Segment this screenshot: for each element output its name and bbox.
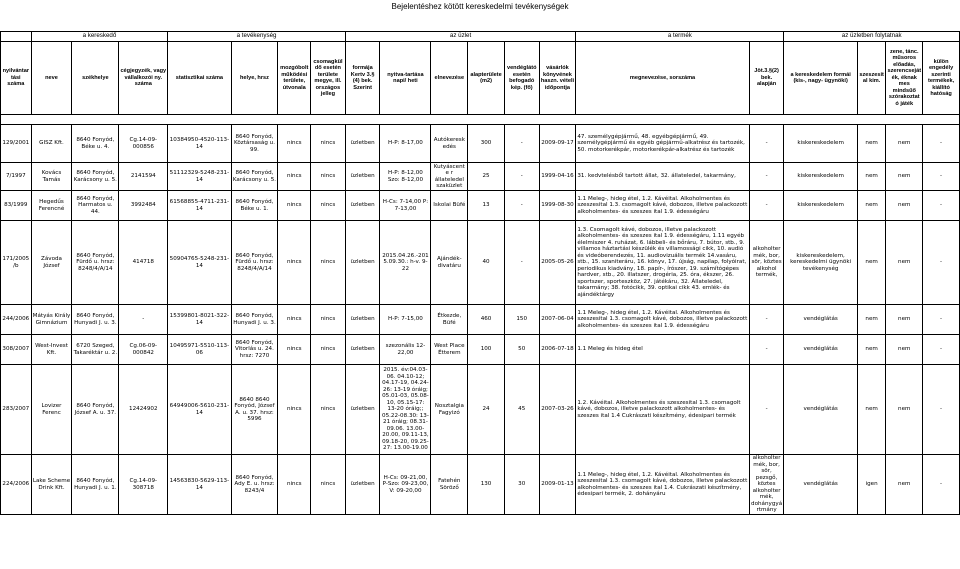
table-row [1, 455, 960, 515]
table-cell: nem [857, 305, 886, 335]
table-cell: nincs [311, 305, 346, 335]
table-row [1, 365, 960, 455]
table-cell: 13 [468, 191, 505, 221]
table-cell: nincs [311, 365, 346, 455]
table-cell: 1999-08-30 [539, 191, 576, 221]
table-cell: 2141594 [119, 163, 168, 191]
table-cell: - [749, 191, 784, 221]
table-cell: 10384950-4520-113-14 [168, 125, 231, 163]
table-cell: 30 [504, 455, 539, 515]
table-cell: 2009-01-13 [539, 455, 576, 515]
table-cell: 8640 Fonyód, Hunyadi J. u. 1. [72, 455, 119, 515]
table-row [1, 221, 960, 305]
table-cell: Kovács Tamás [31, 163, 72, 191]
table-cell: 8640 Fonyód, Béke u. 4. [72, 125, 119, 163]
table-cell: 51112329-5248-231-14 [168, 163, 231, 191]
table-cell: 47. személygépjármű, 48. egyébgépjármű, 49. személygépjármű és egyéb gépjármű-alkatrész és tartozék, 50. motorkerékpár, motorkerékpár-alkatrész és tartozék [576, 125, 749, 163]
table-cell: 8640 Fonyód, Fürdő u. hrsz: 8248/4/A/14 [231, 221, 278, 305]
table-cell: üzletben [345, 125, 380, 163]
table-cell: üzletben [345, 335, 380, 365]
column-header: csomagküldő esetén területe megye, ill. országos jelleg [311, 42, 346, 115]
group-kereskedo: a kereskedő [31, 32, 168, 42]
table-cell: nem [857, 335, 886, 365]
table-cell: Kutyáscente r állateledel szaküzlet [431, 163, 468, 191]
table-cell: 129/2001 [1, 125, 32, 163]
table-cell: kiskereskedelem, kereskedelmi ügynöki tevékenység [784, 221, 857, 305]
spacer-cell [1, 115, 960, 125]
table-cell: - [923, 191, 960, 221]
table-cell: nincs [278, 365, 311, 455]
page-title: Bejelentéshez kötött kereskedelmi tevékenységek [391, 2, 569, 11]
table-cell: - [923, 455, 960, 515]
group-header-row [1, 32, 960, 42]
table-cell: 2015. év:04.03-06. 04.10-12; 04.17-19, 04.24-26: 13-19 óráig; 05.01-03, 05.08-10, 05.15-17: 13-20 óráig;; 05.22-08.30: 13-21 óráig; 08.31-09.06. 13.00-20.00, 09.11-13, 09.18-20, 09.25-27: 13.00-19.00 [380, 365, 431, 455]
table-cell: 15399801-8021-322-14 [168, 305, 231, 335]
table-cell: - [749, 163, 784, 191]
table-cell: 24 [468, 365, 505, 455]
table-cell: - [923, 221, 960, 305]
table-cell: 25 [468, 163, 505, 191]
table-cell: nem [886, 163, 923, 191]
table-cell: nem [886, 455, 923, 515]
table-cell: Autókereskedés [431, 125, 468, 163]
table-cell: - [923, 365, 960, 455]
table-cell: üzletben [345, 163, 380, 191]
table-cell: nem [886, 191, 923, 221]
column-header: szeszesital kim. [857, 42, 886, 115]
table-cell: 130 [468, 455, 505, 515]
column-header: nyitva-tartása napi/ heti [380, 42, 431, 115]
table-cell: nem [886, 365, 923, 455]
table-cell: 1999-04-16 [539, 163, 576, 191]
table-cell: 1.1 Meleg-, hideg étel, 1.2. Kávéital. Alkoholmentes és szeszesital 1.3. csomagolt kávé, dobozos, illetve palackozott alkoholmentes- és szeszes ital 1.4. Cukrászati készítmény, édesipari termék, 2. dohányáru [576, 455, 749, 515]
table-cell: kiskereskedelem [784, 163, 857, 191]
table-cell: 1.1 Meleg-, hideg étel, 1.2. Kávéital. Alkoholmentes és szeszesital 1.3. csomagolt kávé, dobozos, illetve palackozott alkoholmentes- és szeszes ital 1.9. édességáru [576, 191, 749, 221]
table-cell: nem [857, 125, 886, 163]
table-cell: Cg.06-09-000842 [119, 335, 168, 365]
table-row [1, 191, 960, 221]
column-header: neve [31, 42, 72, 115]
table-cell: 12424902 [119, 365, 168, 455]
table-cell: 14563830-5629-113-14 [168, 455, 231, 515]
table-cell: Étkezde, Büfé [431, 305, 468, 335]
table-cell: üzletben [345, 455, 380, 515]
table-cell: H-Cs: 09-21,00, P-Szo: 09-23,00, V: 09-20,00 [380, 455, 431, 515]
column-header: székhelye [72, 42, 119, 115]
table-cell: 1.3. Csomagolt kávé, dobozos, illetve palackozott alkoholmentes- és szeszes ital 1.9. édességáru, 1.11 egyéb élelmiszer 4. ruházat, 6. lábbeli- és bőráru, 7. bútor, stb., 9. villamos háztartási készülék és villamossági cikk, 10. audió és videóberendezés, 11. audiovizuális termék 14.vasáru, stb., 15. szaniteráru, 16. könyv, 17. újság, napilap, folyóirat, periodikus kiadvány, 18. papír-, írószer, 19. számítógépes hardver, stb., 20. illatszer, drogéria, 25. óra, ékszer, 26. sportszer, sporteszköz, 27. játékáru, 32. Állateledel, takarmány; 38. fotócikk, 39. optikai cikk 43. emlék- és ajándéktárgy [576, 221, 749, 305]
table-cell: nincs [278, 305, 311, 335]
registry-table [0, 31, 960, 515]
column-header: vásárlók könyvének haszn. vételi időpontja [539, 42, 576, 115]
table-cell: 8640 Fonyód, Fürdő u. hrsz: 8248/4/A/14 [72, 221, 119, 305]
table-cell: nem [857, 191, 886, 221]
table-cell: - [504, 163, 539, 191]
table-cell: nem [886, 221, 923, 305]
table-cell: nem [857, 163, 886, 191]
column-header: cégjegyzék, vagy vállalkozói ny. száma [119, 42, 168, 115]
column-header: mozgóbolt működési területe, útvonala [278, 42, 311, 115]
table-cell: Fatehén Söröző [431, 455, 468, 515]
table-cell: 8640 Fonyód, Hunyadi J. u. 3. [72, 305, 119, 335]
table-cell: - [749, 305, 784, 335]
table-cell: - [923, 305, 960, 335]
group-uzletben: az üzletben folytatnak [784, 32, 960, 42]
table-cell: nincs [278, 191, 311, 221]
table-cell: kiskereskedelem [784, 125, 857, 163]
table-cell: nem [886, 335, 923, 365]
table-cell: 10495971-5510-113-06 [168, 335, 231, 365]
table-cell: 283/2007 [1, 365, 32, 455]
table-cell: Mátyás Király Gimnázium [31, 305, 72, 335]
table-cell: 8640 Fonyód, József A. u. 37. [72, 365, 119, 455]
table-cell: vendéglátás [784, 335, 857, 365]
table-cell: 2007-03-26 [539, 365, 576, 455]
table-cell: 8640 Fonyód, Köztársaság u. 99. [231, 125, 278, 163]
table-cell: 150 [504, 305, 539, 335]
table-cell: GISZ Kft. [31, 125, 72, 163]
column-header: helye, hrsz [231, 42, 278, 115]
table-cell: nincs [278, 163, 311, 191]
table-cell: nincs [311, 335, 346, 365]
table-cell: nincs [278, 221, 311, 305]
table-cell: nem [886, 305, 923, 335]
table-body [1, 115, 960, 515]
column-header: külön engedély szerinti termékek, kiállító hatóság [923, 42, 960, 115]
table-cell: üzletben [345, 191, 380, 221]
table-cell: 2005-05-26 [539, 221, 576, 305]
table-row [1, 125, 960, 163]
table-cell: - [749, 365, 784, 455]
table-cell: - [923, 335, 960, 365]
table-cell: 1.2. Kávéital. Alkoholmentes és szeszesital 1.3. csomagolt kávé, dobozos, illetve palackozott alkoholmentes- és szeszes ital 1.4 Cukrászati készítmény, édesipari termék [576, 365, 749, 455]
table-cell: nincs [278, 335, 311, 365]
table-cell: - [504, 125, 539, 163]
table-cell: 8640 Fonyód, Vitorlás u. 24. hrsz: 7270 [231, 335, 278, 365]
table-cell: 8640 Fonyód, Karácsony u. 5. [231, 163, 278, 191]
column-header: vendéglátó esetén befogadó kép. (fő) [504, 42, 539, 115]
table-cell: nincs [278, 125, 311, 163]
table-cell: - [749, 335, 784, 365]
table-cell: H-P: 8-17,00 [380, 125, 431, 163]
table-cell: 8640 Fonyód, Harmatos u. 44. [72, 191, 119, 221]
table-cell: vendéglátás [784, 455, 857, 515]
table-cell: 1.1 Meleg-, hideg étel, 1.2. Kávéital. Alkoholmentes és szeszesital 1.3. csomagolt kávé, dobozos, illetve palackozott alkoholmentes- és szeszes ital 1.9. édességáru [576, 305, 749, 335]
table-cell: nem [886, 125, 923, 163]
table-cell: 8640 Fonyód, Hunyadi J. u. 3. [231, 305, 278, 335]
table-cell: alkoholtermék, bor, sör, pezsgő, köztes alkoholtermék, dohánygyártmány [751, 455, 783, 514]
table-cell: 100 [468, 335, 505, 365]
table-cell: Lake Scheme Drink Kft. [31, 455, 72, 515]
table-cell: 171/2005/b [1, 221, 32, 305]
table-cell: szezonális 12-22,00 [380, 335, 431, 365]
table-cell: 308/2007 [1, 335, 32, 365]
table-cell: 2006-07-18 [539, 335, 576, 365]
table-cell: 3992484 [119, 191, 168, 221]
table-cell: H-P: 7-15,00 [380, 305, 431, 335]
group-termek: a termék [576, 32, 784, 42]
table-cell: H-P: 8-12,00 Szo: 8-12,00 [380, 163, 431, 191]
table-cell: 460 [468, 305, 505, 335]
table-cell: - [749, 125, 784, 163]
table-cell: 300 [468, 125, 505, 163]
table-cell: West-Invest Kft. [31, 335, 72, 365]
column-header: zene, tánc. műsoros előadás, szerencsejáték, éknak mes mindsűő szórakoztató játék [886, 42, 923, 115]
table-cell: üzletben [345, 365, 380, 455]
group-empty [1, 32, 32, 42]
table-cell: 8640 Fonyód, Ady E. u. hrsz: 8243/4 [231, 455, 278, 515]
table-cell: 2007-06-04 [539, 305, 576, 335]
group-uzlet: az üzlet [345, 32, 576, 42]
table-cell: 7/1997 [1, 163, 32, 191]
table-cell: nem [857, 365, 886, 455]
table-cell: H-Cs: 7-14,00 P: 7-13,00 [380, 191, 431, 221]
table-cell: 1.1 Meleg és hideg étel [576, 335, 749, 365]
table-cell: 6720 Szeged, Takaréktár u. 2. [72, 335, 119, 365]
table-cell: 8640 Fonyód, Karácsony u. 5. [72, 163, 119, 191]
table-cell: Cg.14-09-308718 [119, 455, 168, 515]
table-cell: 50904765-5248-231-14 [168, 221, 231, 305]
column-header: statisztikai száma [168, 42, 231, 115]
table-cell: vendéglátás [784, 365, 857, 455]
table-cell: 414718 [119, 221, 168, 305]
table-cell: üzletben [345, 305, 380, 335]
row-spacer [1, 115, 960, 125]
table-cell: Nosztalgia Fagyizó [431, 365, 468, 455]
table-cell: 61568855-4711-231-14 [168, 191, 231, 221]
table-cell: 64949006-5610-231-14 [168, 365, 231, 455]
table-cell: alkoholtermék, bor, sör, köztes alkohol termék, [749, 221, 784, 305]
table-cell: nincs [311, 125, 346, 163]
group-tevekenyseg: a tevékenység [168, 32, 346, 42]
table-cell: nincs [311, 455, 346, 515]
table-cell: nincs [311, 221, 346, 305]
table-cell: 244/2006 [1, 305, 32, 335]
table-cell: nincs [311, 191, 346, 221]
column-header: formája Kertv 3.§ (4) bek. Szerint [345, 42, 380, 115]
table-cell: 8640 Fonyód, Béke u. 1. [231, 191, 278, 221]
table-cell: nincs [311, 163, 346, 191]
table-cell: - [119, 305, 168, 335]
column-header: Jöt.3.§(2) bek. alapján [749, 42, 784, 115]
table-cell: Ajándék-divatáru [431, 221, 468, 305]
table-cell: - [923, 163, 960, 191]
table-cell: 40 [468, 221, 505, 305]
table-cell: 2009-09-17 [539, 125, 576, 163]
table-cell: 45 [504, 365, 539, 455]
table-cell: Cg.14-09-000856 [119, 125, 168, 163]
table-cell: - [923, 125, 960, 163]
table-cell: Iskolai Büfé [431, 191, 468, 221]
table-cell: 83/1999 [1, 191, 32, 221]
table-cell: 8640 8640 Fonyód, József A. u. 37. hrsz: 5996 [231, 365, 278, 455]
table-cell: 50 [504, 335, 539, 365]
table-cell: 2015.04.26.-2015.09.30.: h-v. 9-22 [380, 221, 431, 305]
table-cell: 224/2006 [1, 455, 32, 515]
column-header-row [1, 42, 960, 115]
table-cell: 31. kedvtelésből tartott állat, 32. állateledel, takarmány, [576, 163, 749, 191]
column-header: alapterülete (m2) [468, 42, 505, 115]
table-cell: Závoda József [31, 221, 72, 305]
column-header: megnevezése, sorszáma [576, 42, 749, 115]
table-cell: Lovizer Ferenc [31, 365, 72, 455]
table-row [1, 335, 960, 365]
table-cell: vendéglátás [784, 305, 857, 335]
table-cell: West Place Étterem [431, 335, 468, 365]
table-cell: nem [857, 221, 886, 305]
table-cell: igen [857, 455, 886, 515]
table-cell: üzletben [345, 221, 380, 305]
column-header: elnevezése [431, 42, 468, 115]
table-row [1, 305, 960, 335]
table-cell: Hegedűs Ferencné [31, 191, 72, 221]
table-cell: nincs [278, 455, 311, 515]
table-cell: - [504, 221, 539, 305]
column-header: nyilvántartási száma [1, 42, 32, 115]
table-cell: - [504, 191, 539, 221]
column-header: a kereskedelem formái (kis-, nagy- ügynöki) [784, 42, 857, 115]
table-cell: kiskereskedelem [784, 191, 857, 221]
table-row [1, 163, 960, 191]
